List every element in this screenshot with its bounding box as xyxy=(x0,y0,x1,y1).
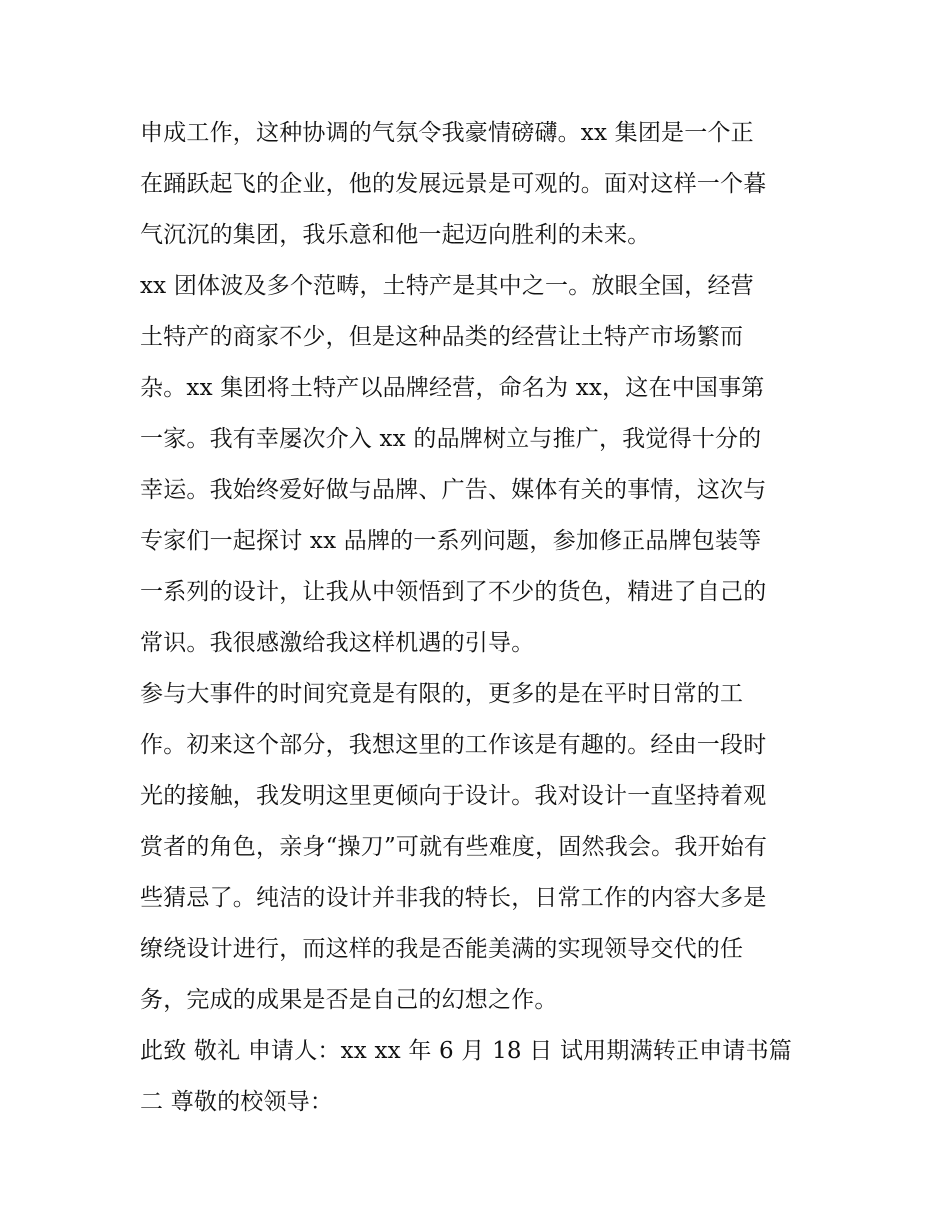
text-line: 常识。我很感激给我这样机遇的引导。 xyxy=(140,630,535,656)
text-line: 幸运。我始终爱好做与品牌、广告、媒体有关的事情，这次与 xyxy=(140,477,767,503)
text-line: 参与大事件的时间究竟是有限的，更多的是在平时日常的工 xyxy=(140,681,744,707)
text-line: 此致 敬礼 申请人：xx xx 年 6 月 18 日 试用期满转正申请书篇 xyxy=(140,1038,792,1064)
text-line: 在踊跃起飞的企业，他的发展远景是可观的。面对这样一个暮 xyxy=(140,171,767,197)
text-line: 务，完成的成果是否是自己的幻想之作。 xyxy=(140,987,558,1013)
text-line: 土特产的商家不少，但是这种品类的经营让土特产市场繁而 xyxy=(140,324,744,350)
text-line: 光的接触，我发明这里更倾向于设计。我对设计一直坚持着观 xyxy=(140,783,767,809)
text-line: 缭绕设计进行，而这样的我是否能美满的实现领导交代的任 xyxy=(140,936,744,962)
text-line: xx 团体波及多个范畴，土特产是其中之一。放眼全国，经营 xyxy=(140,273,754,299)
text-line: 二 尊敬的校领导： xyxy=(140,1089,334,1115)
text-line: 杂。xx 集团将土特产以品牌经营，命名为 xx，这在中国事第 xyxy=(140,375,765,401)
text-line: 专家们一起探讨 xx 品牌的一系列问题，参加修正品牌包装等 xyxy=(140,528,762,554)
document-body xyxy=(140,108,820,1128)
text-line: 申成工作，这种协调的气氛令我豪情磅礴。xx 集团是一个正 xyxy=(140,120,754,146)
text-line: 气沉沉的集团，我乐意和他一起迈向胜利的未来。 xyxy=(140,222,651,248)
text-line: 一家。我有幸屡次介入 xx 的品牌树立与推广，我觉得十分的 xyxy=(140,426,762,452)
text-line: 一系列的设计，让我从中领悟到了不少的货色，精进了自己的 xyxy=(140,579,767,605)
text-line: 赏者的角色，亲身“操刀”可就有些难度，固然我会。我开始有 xyxy=(140,834,768,860)
text-line: 作。初来这个部分，我想这里的工作该是有趣的。经由一段时 xyxy=(140,732,767,758)
text-line: 些猜忌了。纯洁的设计并非我的特长，日常工作的内容大多是 xyxy=(140,885,767,911)
